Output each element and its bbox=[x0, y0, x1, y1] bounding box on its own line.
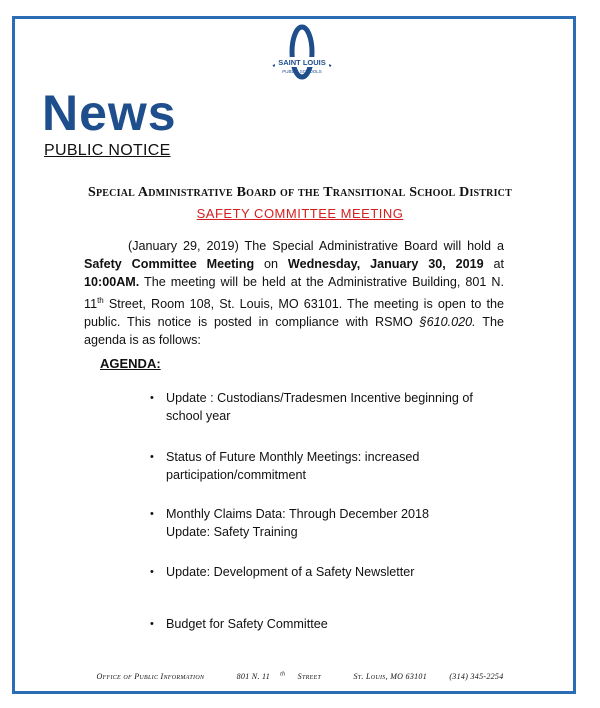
logo-line1: SAINT LOUIS bbox=[278, 58, 326, 67]
agenda-item-line1: Budget for Safety Committee bbox=[166, 617, 328, 631]
para-statute: §610.020. bbox=[419, 315, 476, 329]
agenda-item-line1: Update : Custodians/Tradesmen Incentive beginning of bbox=[166, 391, 473, 405]
agenda-item-line1: Status of Future Monthly Meetings: increased bbox=[166, 450, 420, 464]
agenda-label: AGENDA: bbox=[100, 356, 161, 371]
para-sup: th bbox=[97, 295, 104, 305]
logo-line2: PUBLIC SCHOOLS bbox=[282, 69, 322, 74]
bullet-icon: • bbox=[150, 566, 154, 578]
footer-office: Office of Public Information bbox=[96, 671, 205, 681]
para-bold-date: Wednesday, January 30, 2019 bbox=[287, 257, 484, 272]
footer-city: St. Louis, MO 63101 bbox=[353, 671, 428, 681]
agenda-item-line2: school year bbox=[166, 409, 231, 423]
meeting-title: SAFETY COMMITTEE MEETING bbox=[196, 206, 404, 221]
agenda-item-line1: Update: Development of a Safety Newsletter bbox=[166, 565, 415, 579]
para-text-4: The meeting will be held at the Administrative Building, 801 N. 11 bbox=[84, 275, 504, 311]
news-heading: News bbox=[42, 85, 177, 141]
agenda-item bbox=[150, 448, 510, 484]
footer-contact bbox=[0, 671, 600, 681]
footer-street-end: Street bbox=[295, 671, 322, 681]
bullet-icon: • bbox=[150, 508, 154, 520]
para-bold-time: 10:00AM. bbox=[84, 275, 140, 290]
para-text-6: The agenda is as follows: bbox=[84, 315, 504, 348]
saint-louis-public-schools-logo bbox=[271, 22, 333, 88]
para-text-3: at bbox=[483, 257, 504, 272]
agenda-item-line2: Update: Safety Training bbox=[166, 525, 298, 539]
public-notice-label: PUBLIC NOTICE bbox=[44, 142, 171, 159]
agenda-item bbox=[150, 615, 510, 633]
agenda-item-line2: participation/commitment bbox=[166, 468, 306, 482]
bullet-icon: • bbox=[150, 451, 154, 463]
agenda-item-line1: Monthly Claims Data: Through December 2018 bbox=[166, 507, 429, 521]
board-name: Special Administrative Board of the Transitional School District bbox=[88, 185, 512, 200]
footer-phone: (314) 345-2254 bbox=[449, 671, 504, 681]
agenda-item bbox=[150, 389, 510, 425]
footer-street-num: 801 N. 11 bbox=[236, 671, 271, 681]
agenda-item bbox=[150, 563, 510, 581]
footer-street bbox=[227, 672, 332, 681]
notice-paragraph bbox=[84, 237, 504, 349]
para-bold-meeting: Safety Committee Meeting bbox=[84, 257, 255, 272]
para-text-1: (January 29, 2019) The Special Administrative Board will hold a bbox=[128, 239, 504, 253]
bullet-icon: • bbox=[150, 392, 154, 404]
agenda-item bbox=[150, 505, 510, 541]
bullet-icon: • bbox=[150, 618, 154, 630]
para-text-2: on bbox=[254, 257, 288, 272]
para-text-5: Street, Room 108, St. Louis, MO 63101. The meeting is open to the public. This notice is posted in compliance with RSMO bbox=[84, 296, 504, 329]
footer-street-sup: th bbox=[280, 671, 286, 677]
